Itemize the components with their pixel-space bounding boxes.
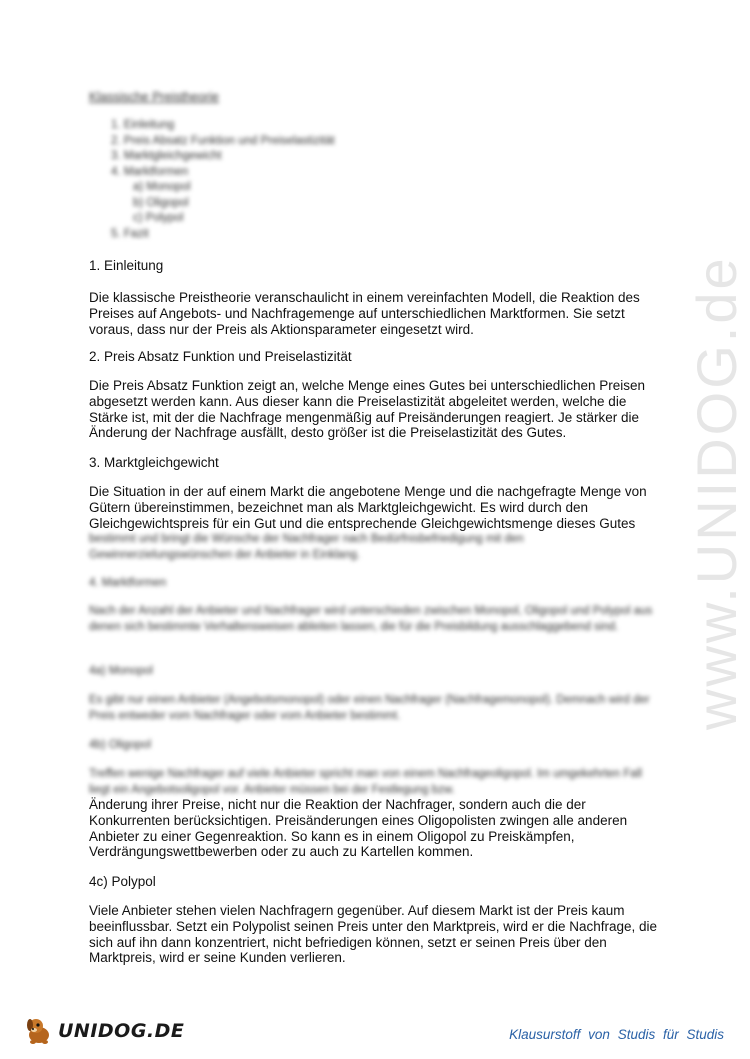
dog-icon xyxy=(24,1016,54,1046)
unidog-logo[interactable] xyxy=(24,1016,184,1046)
toc-item: 2. Preis Absatz Funktion und Preiselastizität xyxy=(111,134,335,147)
section-text-polypol: Viele Anbieter stehen vielen Nachfragern gegenüber. Auf diesem Markt ist der Preis kaum beeinflussbar. Setzt ein Polypolist seinen Preis unter den Marktpreis, wird er die Nachfrage, die sich auf ihn dann konzentriert, nicht befriedigen können, setzt er seinen Preis über den Marktpreis, wird er seine Kunden verlieren. xyxy=(89,903,658,966)
table-of-contents xyxy=(111,118,335,242)
blurred-text-monopol: Es gibt nur einen Anbieter (Angebotsmonopol) oder einen Nachfrager (Nachfragemonopol). Demnach wird der Preis entweder vom Nachfrager oder vom Anbieter bestimmt. xyxy=(89,694,650,722)
toc-subitem: a) Monopol xyxy=(133,181,191,193)
footer-slogan: Klausurstoff von Studis für Studis xyxy=(509,1027,724,1042)
section-text-marktgleichgewicht: Die Situation in der auf einem Markt die angebotene Menge und die nachgefragte Menge von Gütern übereinstimmen, bezeichnet man als Marktgleichgewicht. Es wird durch den Gleichgewichtspreis für ein Gut und die entsprechende Gleichgewichtsmenge dieses Gutes xyxy=(89,484,647,531)
logo-text: UNIDOG.DE xyxy=(58,1020,185,1042)
toc-item: 3. Marktgleichgewicht xyxy=(111,150,222,162)
toc-item: 5. Fazit xyxy=(111,227,149,240)
toc-subitem: b) Oligopol xyxy=(133,196,189,209)
section-heading-marktgleichgewicht: 3. Marktgleichgewicht xyxy=(89,455,219,470)
blurred-text-marktformen: Nach der Anzahl der Anbieter und Nachfrager wird unterschieden zwischen Monopol, Oligopol und Polypol aus denen sich bestimmte Verhaltensweisen ableiten lassen, die für die Preisbildung ausschlaggebend sind. xyxy=(89,605,653,633)
section-heading-oligopol: 4b) Oligopol xyxy=(89,739,152,751)
section-heading-marktformen: 4. Marktformen xyxy=(89,577,167,589)
toc-title: Klassische Preistheorie xyxy=(89,90,219,104)
section-text-einleitung: Die klassische Preistheorie veranschaulicht in einem vereinfachten Modell, die Reaktion des Preises auf Angebots- und Nachfragemenge auf unterschiedlichen Marktformen. Sie setzt voraus, dass nur der Preis als Aktionsparameter eingesetzt wird. xyxy=(89,290,640,337)
watermark xyxy=(684,255,748,730)
section-heading-einleitung: 1. Einleitung xyxy=(89,258,164,273)
toc-item: 4. Marktformen xyxy=(111,165,189,178)
toc-item: 1. Einleitung xyxy=(111,119,175,131)
section-heading-preis-absatz: 2. Preis Absatz Funktion und Preiselastizität xyxy=(89,349,352,364)
blurred-text-marktgleichgewicht: bestimmt und bringt die Wünsche der Nachfrager nach Bedürfnisbefriedigung mit den Gewinnerzielungswünschen der Anbieter in Einklang. xyxy=(89,533,524,561)
toc-subitem: c) Polypol xyxy=(133,212,184,224)
watermark-text: www.UNIDOG.de xyxy=(685,255,748,730)
section-heading-monopol: 4a) Monopol xyxy=(89,665,153,677)
section-text-preis-absatz: Die Preis Absatz Funktion zeigt an, welche Menge eines Gutes bei unterschiedlichen Preisen abgesetzt werden kann. Aus dieser kann die Preiselastizität abgeleitet werden, welche die Stärke ist, mit der die Nachfrage mengenmäßig auf Preisänderungen reagiert. Je stärker die Änderung der Nachfrage ausfällt, desto größer ist die Preiselastizität des Gutes. xyxy=(89,378,646,441)
blurred-text-oligopol: Treffen wenige Nachfrager auf viele Anbieter spricht man von einem Nachfrageoligopol. Im umgekehrten Fall liegt ein Angebotsoligopol vor. Anbieter müssen bei der Festlegung bzw. xyxy=(89,768,642,796)
section-heading-polypol: 4c) Polypol xyxy=(89,874,156,889)
section-text-oligopol: Änderung ihrer Preise, nicht nur die Reaktion der Nachfrager, sondern auch die der Konkurrenten berücksichtigen. Preisänderungen eines Oligopolisten zwingen alle anderen Anbieter zu einer Gegenreaktion. So kann es in einem Oligopol zu Preiskämpfen, Verdrängungswettbewerben oder zu auch zu Kartellen kommen. xyxy=(89,797,628,860)
